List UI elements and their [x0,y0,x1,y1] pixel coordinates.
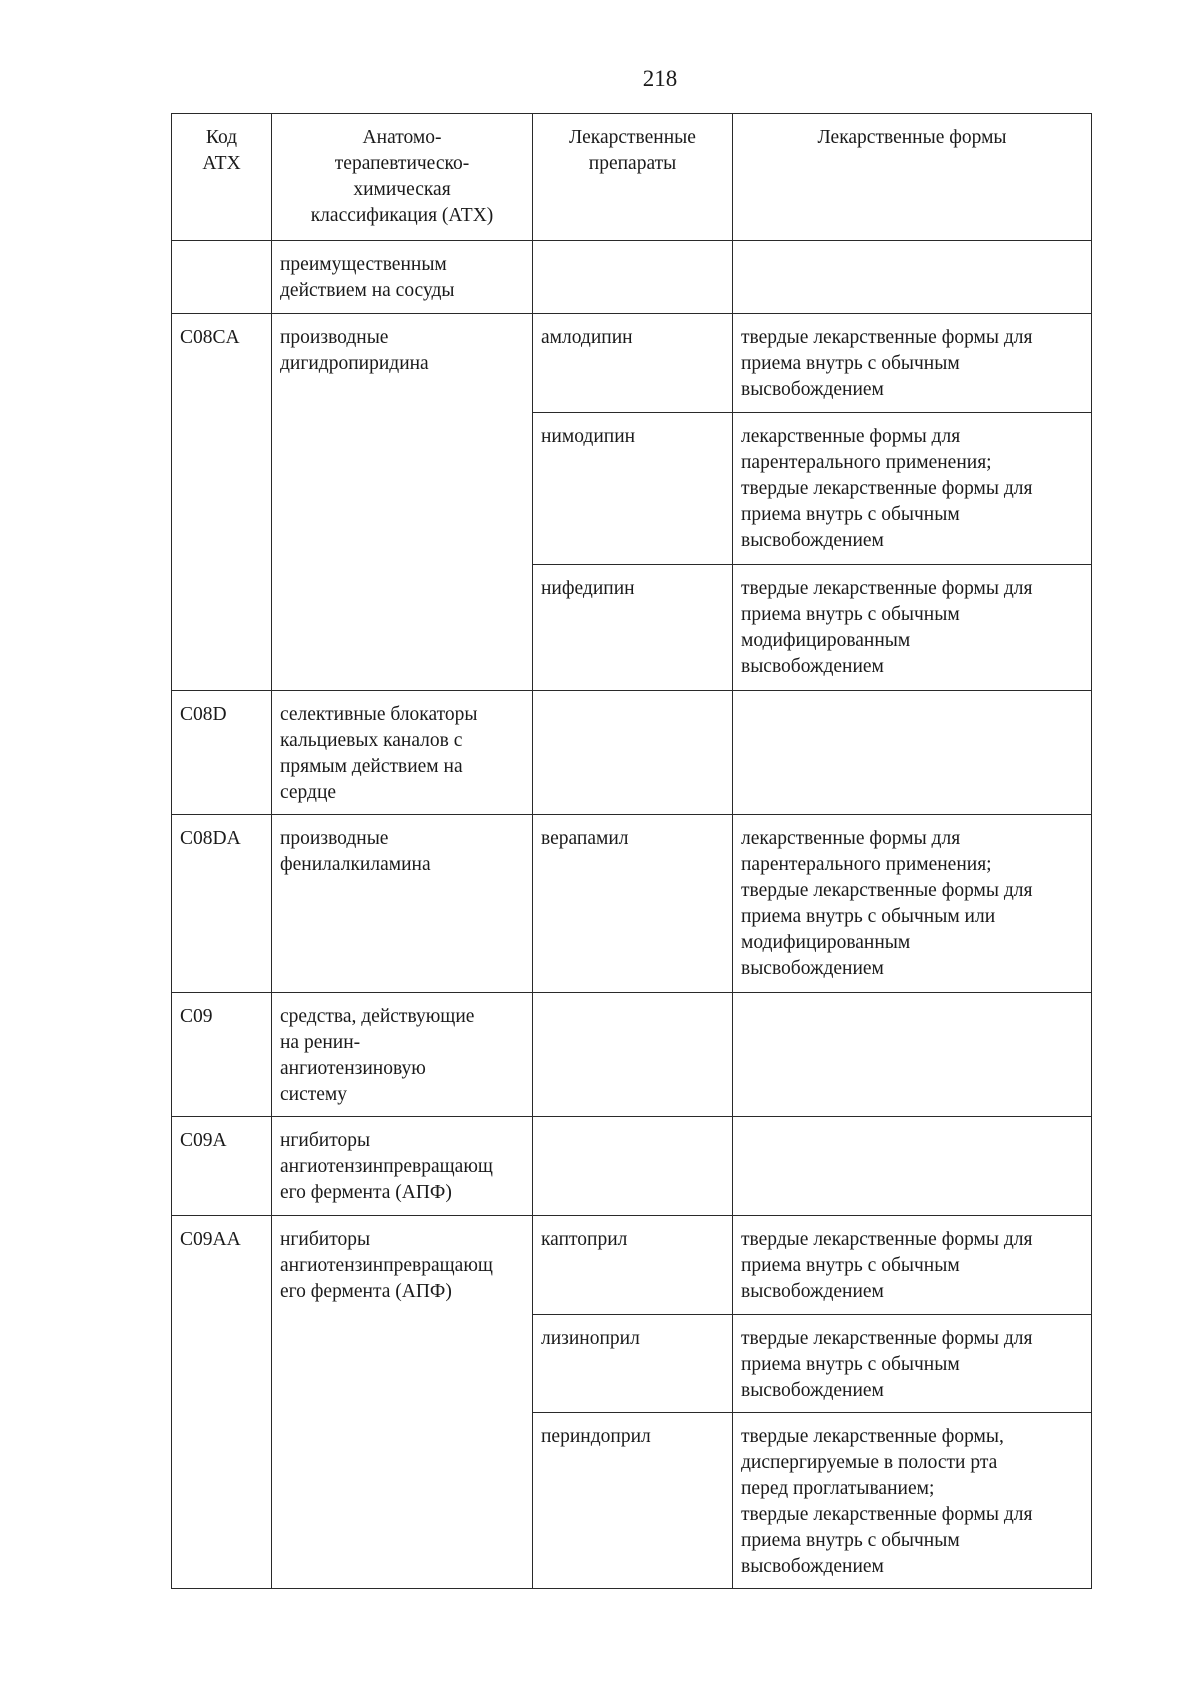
drug-cell: периндоприл [533,1413,733,1589]
atx-name-cell: нгибиторы ангиотензинпревращающ его фермента (АПФ) [272,1216,533,1589]
drug-cell: лизиноприл [533,1315,733,1413]
table-header-row [172,114,1092,241]
table-row [172,1216,1092,1315]
drug-cell [533,1117,733,1216]
forms-cell: твердые лекарственные формы для приема внутрь с обычным высвобождением [733,1315,1092,1413]
atx-name-cell: селективные блокаторы кальциевых каналов с прямым действием на сердце [272,691,533,815]
atx-code-cell: C09A [172,1117,272,1216]
header-drugs: Лекарственные препараты [533,114,733,241]
page-number: 218 [642,66,678,91]
drug-cell [533,993,733,1117]
atx-table [171,113,1092,1589]
table-row [172,1117,1092,1216]
forms-cell [733,1117,1092,1216]
drug-cell: нифедипин [533,565,733,691]
drug-cell: верапамил [533,815,733,993]
atx-code-cell [172,241,272,314]
forms-cell [733,241,1092,314]
forms-cell: лекарственные формы для парентерального применения; твердые лекарственные формы для приема внутрь с обычным высвобождением [733,413,1092,565]
header-code: Код АТХ [172,114,272,241]
atx-name-cell: нгибиторы ангиотензинпревращающ его фермента (АПФ) [272,1117,533,1216]
table-row [172,993,1092,1117]
forms-cell: твердые лекарственные формы для приема внутрь с обычным модифицированным высвобождением [733,565,1092,691]
atx-name-cell: производные дигидропиридина [272,314,533,691]
atx-code-cell: C08DA [172,815,272,993]
drug-cell [533,241,733,314]
table-row [172,314,1092,413]
atx-code-cell: C08D [172,691,272,815]
drug-cell [533,691,733,815]
forms-cell: твердые лекарственные формы для приема внутрь с обычным высвобождением [733,1216,1092,1315]
atx-code-cell: C09 [172,993,272,1117]
header-classification: Анатомо- терапевтическо- химическая классификация (АТХ) [272,114,533,241]
forms-cell: твердые лекарственные формы для приема внутрь с обычным высвобождением [733,314,1092,413]
atx-name-cell: преимущественным действием на сосуды [272,241,533,314]
forms-cell [733,993,1092,1117]
atx-name-cell: производные фенилалкиламина [272,815,533,993]
table-row [172,815,1092,993]
header-forms: Лекарственные формы [733,114,1092,241]
atx-code-cell: C09AA [172,1216,272,1589]
forms-cell [733,691,1092,815]
table-row [172,691,1092,815]
atx-name-cell: средства, действующие на ренин- ангиотензиновую систему [272,993,533,1117]
drug-cell: нимодипин [533,413,733,565]
atx-code-cell: C08CA [172,314,272,691]
drug-cell: каптоприл [533,1216,733,1315]
forms-cell: лекарственные формы для парентерального применения; твердые лекарственные формы для приема внутрь с обычным или модифицированным высвобождением [733,815,1092,993]
forms-cell: твердые лекарственные формы, диспергируемые в полости рта перед проглатыванием; твердые лекарственные формы для приема внутрь с обычным высвобождением [733,1413,1092,1589]
drug-cell: амлодипин [533,314,733,413]
table-row [172,241,1092,314]
